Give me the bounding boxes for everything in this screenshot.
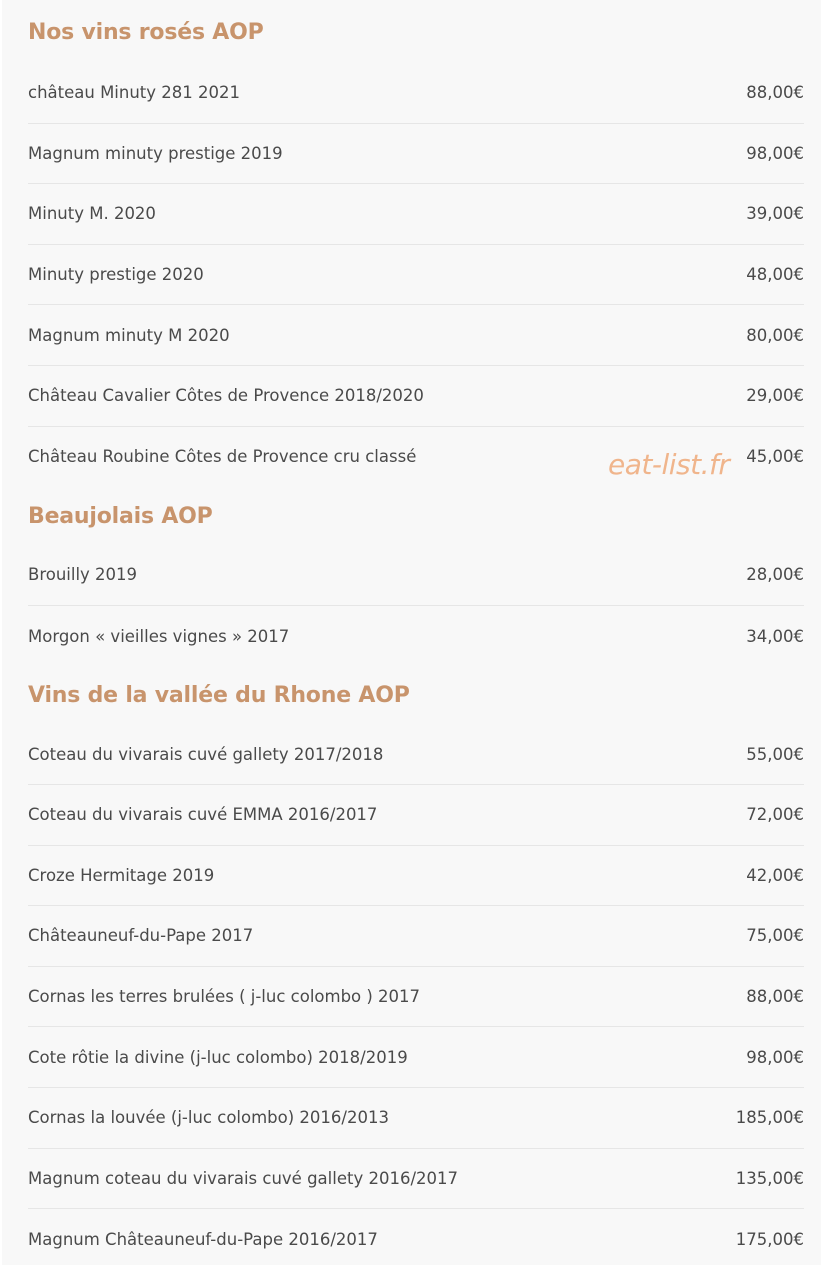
wine-name: Cornas les terres brulées ( j-luc colombo ) 2017 xyxy=(28,987,421,1007)
wine-name: château Minuty 281 2021 xyxy=(28,83,241,103)
wine-name: Croze Hermitage 2019 xyxy=(28,865,215,885)
wine-name: Châteauneuf-du-Pape 2017 xyxy=(28,926,254,946)
wine-name: Minuty M. 2020 xyxy=(28,204,156,224)
list-item xyxy=(28,606,804,667)
wine-price: 72,00€ xyxy=(746,805,804,825)
section-rhone xyxy=(28,666,804,1269)
list-item xyxy=(28,785,804,846)
wine-name: Minuty prestige 2020 xyxy=(28,265,204,285)
wine-list xyxy=(28,724,804,1269)
wine-name: Cornas la louvée (j-luc colombo) 2016/2013 xyxy=(28,1108,389,1128)
wine-price: 98,00€ xyxy=(746,143,804,163)
section-roses xyxy=(28,0,804,487)
wine-price: 80,00€ xyxy=(746,325,804,345)
wine-price: 98,00€ xyxy=(746,1047,804,1067)
list-item xyxy=(28,967,804,1028)
wine-price: 45,00€ xyxy=(746,447,804,467)
list-item xyxy=(28,245,804,306)
wine-name: Morgon « vieilles vignes » 2017 xyxy=(28,626,290,646)
wine-price: 135,00€ xyxy=(735,1168,804,1188)
list-item xyxy=(28,1149,804,1210)
wine-name: Coteau du vivarais cuvé gallety 2017/2018 xyxy=(28,744,384,764)
wine-menu xyxy=(2,0,821,1265)
wine-name: Brouilly 2019 xyxy=(28,565,138,585)
list-item xyxy=(28,124,804,185)
wine-price: 39,00€ xyxy=(746,204,804,224)
wine-name: Magnum minuty prestige 2019 xyxy=(28,143,283,163)
section-beaujolais xyxy=(28,487,804,666)
wine-price: 55,00€ xyxy=(746,744,804,764)
list-item xyxy=(28,1027,804,1088)
section-title: Nos vins rosés AOP xyxy=(28,20,264,45)
list-item xyxy=(28,545,804,606)
list-item xyxy=(28,1209,804,1270)
wine-price: 75,00€ xyxy=(746,926,804,946)
list-item xyxy=(28,724,804,785)
list-item xyxy=(28,846,804,907)
section-title: Vins de la vallée du Rhone AOP xyxy=(28,682,410,708)
wine-price: 34,00€ xyxy=(746,626,804,646)
wine-name: Coteau du vivarais cuvé EMMA 2016/2017 xyxy=(28,805,378,825)
wine-price: 88,00€ xyxy=(746,83,804,103)
watermark: eat-list.fr xyxy=(608,448,730,481)
section-title: Beaujolais AOP xyxy=(28,503,213,529)
list-item xyxy=(28,63,804,124)
wine-name: Magnum minuty M 2020 xyxy=(28,325,230,345)
wine-name: Magnum coteau du vivarais cuvé gallety 2016/2017 xyxy=(28,1168,458,1188)
wine-price: 175,00€ xyxy=(735,1229,804,1249)
wine-price: 48,00€ xyxy=(746,265,804,285)
wine-name: Cote rôtie la divine (j-luc colombo) 2018/2019 xyxy=(28,1047,408,1067)
list-item xyxy=(28,184,804,245)
list-item xyxy=(28,366,804,427)
wine-price: 29,00€ xyxy=(746,386,804,406)
wine-name: Magnum Châteauneuf-du-Pape 2016/2017 xyxy=(28,1229,378,1249)
wine-price: 28,00€ xyxy=(746,565,804,585)
wine-list xyxy=(28,63,804,487)
wine-name: Château Roubine Côtes de Provence cru classé xyxy=(28,447,417,467)
list-item xyxy=(28,1088,804,1149)
wine-price: 42,00€ xyxy=(746,865,804,885)
wine-name: Château Cavalier Côtes de Provence 2018/2020 xyxy=(28,386,424,406)
wine-price: 88,00€ xyxy=(746,987,804,1007)
list-item xyxy=(28,305,804,366)
wine-list xyxy=(28,545,804,666)
wine-price: 185,00€ xyxy=(735,1108,804,1128)
list-item xyxy=(28,906,804,967)
